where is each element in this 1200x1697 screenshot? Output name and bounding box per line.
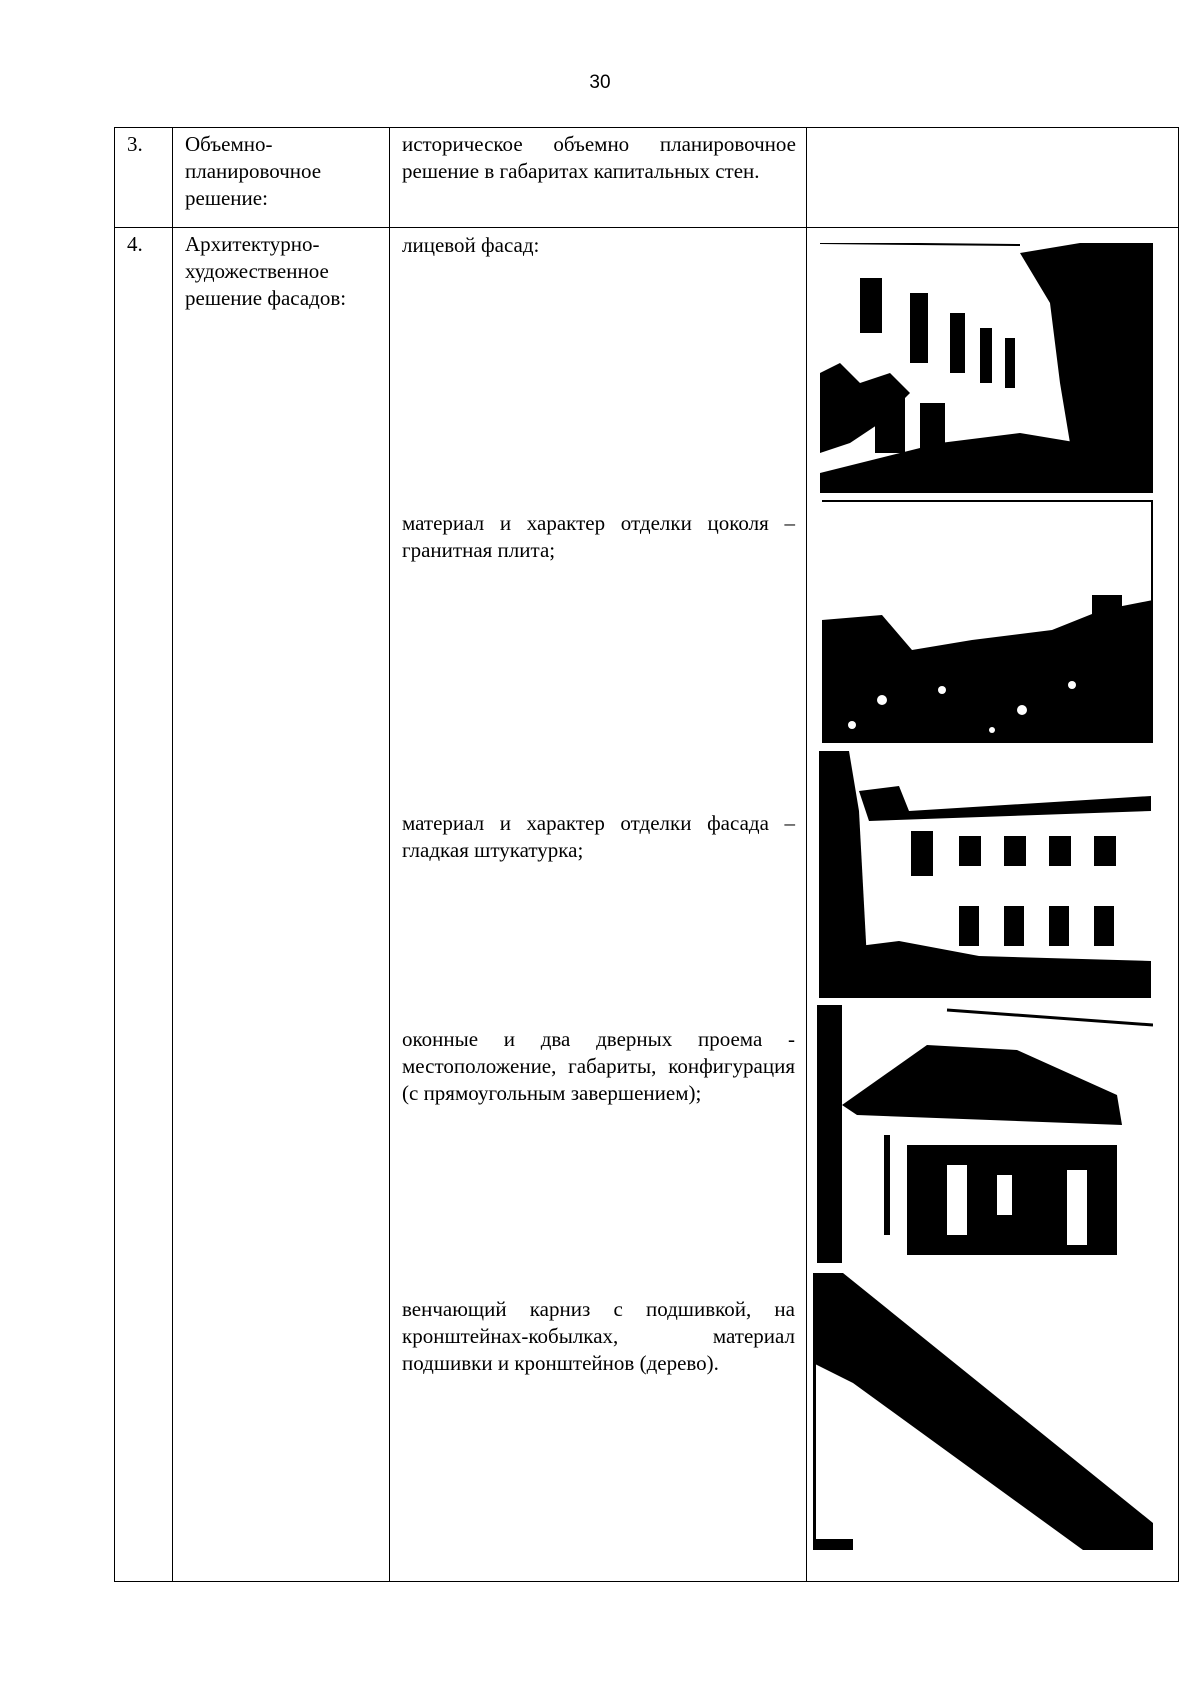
- facade-item: материал и характер отделки цоколя – гранитная плита;: [402, 511, 795, 562]
- row-title: Объемно-планировочное решение:: [185, 132, 322, 210]
- facade-photo: [820, 243, 1153, 493]
- facade-item: оконные и два дверных проема - местоположение, габариты, конфигурация (с прямоугольным завершением);: [402, 1027, 795, 1105]
- facade-item: лицевой фасад:: [402, 233, 540, 257]
- object-table: [114, 127, 1179, 1582]
- page-number: 30: [589, 72, 611, 93]
- facade-item: материал и характер отделки фасада – гладкая штукатурка;: [402, 811, 795, 862]
- door-opening-photo: [817, 1005, 1153, 1263]
- row-number: 4.: [127, 232, 143, 256]
- plinth-photo: [822, 500, 1153, 743]
- row-title: Архитектурно-художественное решение фасадов:: [185, 232, 347, 310]
- empty-photo-cell: [807, 128, 1179, 228]
- row-number: 3.: [127, 132, 143, 156]
- table-row: [115, 228, 1179, 1582]
- facade-item: венчающий карниз с подшивкой, на кронштейнах-кобылках, материал подшивки и кронштейнов (дерево).: [402, 1297, 795, 1375]
- row-description: историческое объемно планировочное решение в габаритах капитальных стен.: [402, 132, 796, 183]
- cornice-photo: [813, 1273, 1153, 1550]
- plaster-facade-photo: [819, 751, 1151, 998]
- table-row: [115, 128, 1179, 228]
